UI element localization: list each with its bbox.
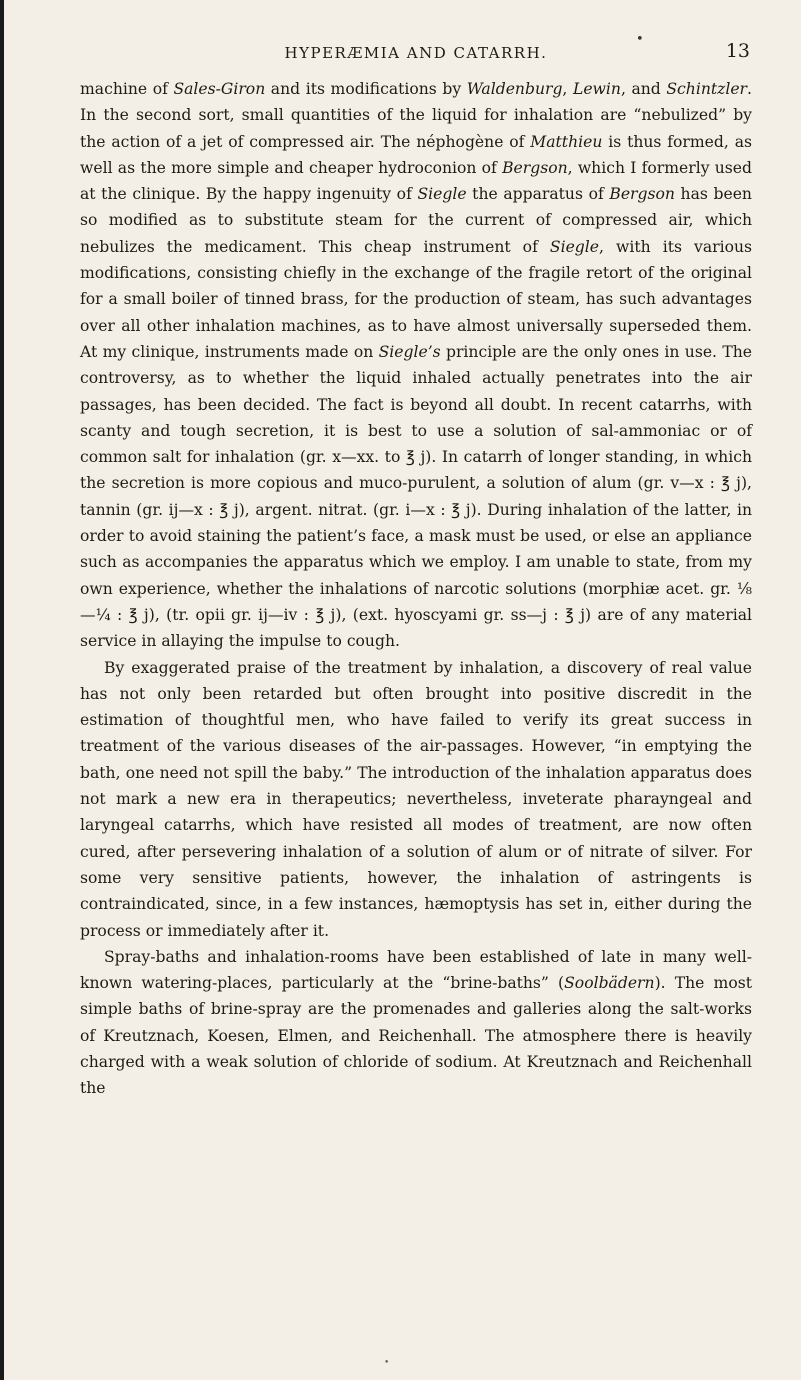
text-run: , and: [620, 80, 667, 98]
italic-name: Bergson: [502, 158, 568, 177]
italic-name: Waldenburg: [466, 80, 563, 98]
italic-name: Bergson: [609, 185, 675, 204]
paragraph: [80, 76, 752, 655]
body-text: [80, 76, 752, 1102]
ink-dot: •: [636, 32, 644, 47]
running-head: [80, 32, 752, 76]
page-edge-shadow: [0, 0, 4, 1380]
text-run: the apparatus of: [466, 185, 610, 204]
text-run: principle are the only ones in use. The controversy, as to whether the liquid inhaled actually penetrates into the air passages, has been decided. The fact is beyond all doubt. In recent catarrhs, with scanty and tough secretion, it is best to use a solution of sal-ammoniac or of common salt for inhalation (gr. x—xx. to ℥ j). In catarrh of longer standing, in which the secretion is more copious and muco-purulent, a solution of alum (gr. v—x : ℥ j), tannin (gr. ij—x : ℥ j), argent. nitrat. (gr. i—x : ℥ j). During inhalation of the latter, in order to avoid staining the patient’s face, a mask must be used, or else an appliance such as accompanies the apparatus which we employ. I am unable to state, from my own experience, whether the inhalations of narcotic solutions (morphiæ acet. gr. ⅛—¼ : ℥ j), (tr. opii gr. ij—iv : ℥ j), (ext. hyoscyami gr. ss—j : ℥ j) are of any material service in allaying the impulse to cough.: [80, 342, 752, 651]
text-run: , which I formerly used at the clinique. By the happy ingenuity of: [80, 158, 752, 204]
italic-name: Siegle: [549, 237, 600, 256]
book-page: [80, 32, 753, 1102]
text-run: is thus formed, as well as the more simple and cheaper hydroconion of: [80, 132, 752, 177]
italic-name: Siegle: [417, 185, 467, 204]
italic-name: Soolbädern: [564, 974, 655, 993]
italic-name: Schintzler: [666, 80, 748, 98]
footer-mark: •: [384, 1358, 390, 1368]
paragraph: [80, 655, 752, 944]
text-run: has been so modified as to substitute steam for the current of compressed air, which nebulizes the medicament. This cheap instrument of: [80, 185, 752, 256]
italic-name: Sales-Giron: [173, 80, 266, 98]
text-run: , with its various modifications, consisting chiefly in the exchange of the fragile retort of the original for a small boiler of tinned brass, for the production of steam, has such advantages over all other inhalation machines, as to have almost universally superseded them. At my clinique, instruments made on: [80, 237, 753, 361]
text-run: By exaggerated praise of the treatment by inhalation, a discovery of real value has not only been retarded but often brought into positive discredit in the estimation of thoughtful men, who have failed to verify its great success in treatment of the various diseases of the air-passages. However, “in emptying the bath, one need not spill the baby.” The introduction of the inhalation apparatus does not mark a new era in therapeutics; nevertheless, inveterate pharayngeal and laryngeal catarrhs, which have resisted all modes of treatment, are now often cured, after persevering inhalation of a solution of alum or of nitrate of silver. For some very sensitive patients, however, the inhalation of astringents is contraindicated, since, in a few instances, hæmoptysis has set in, either during the process or immediately after it.: [80, 658, 752, 940]
text-run: . In the second sort, small quantities of the liquid for inhalation are “nebulized” by the action of a jet of compressed air. The néphogène of: [80, 80, 752, 151]
italic-name: Matthieu: [530, 132, 603, 151]
text-run: machine of: [80, 80, 174, 98]
page-number: 13: [725, 40, 750, 62]
text-run: ). The most simple baths of brine-spray are the promenades and galleries along the salt-works of Kreutznach, Koesen, Elmen, and Reichenhall. The atmosphere there is heavily charged with a weak solution of chloride of sodium. At Kreutznach and Reichenhall the: [80, 974, 752, 1098]
running-title: HYPERÆMIA AND CATARRH.: [284, 44, 548, 62]
text-run: and its modifications by: [265, 80, 467, 98]
text-run: ,: [562, 80, 573, 98]
italic-name: Siegle’s: [378, 342, 441, 361]
text-run: Spray-baths and inhalation-rooms have been established of late in many well-known watering-places, particularly at the “brine-baths” (: [80, 947, 752, 993]
paragraph: [80, 944, 752, 1102]
italic-name: Lewin: [572, 80, 621, 98]
